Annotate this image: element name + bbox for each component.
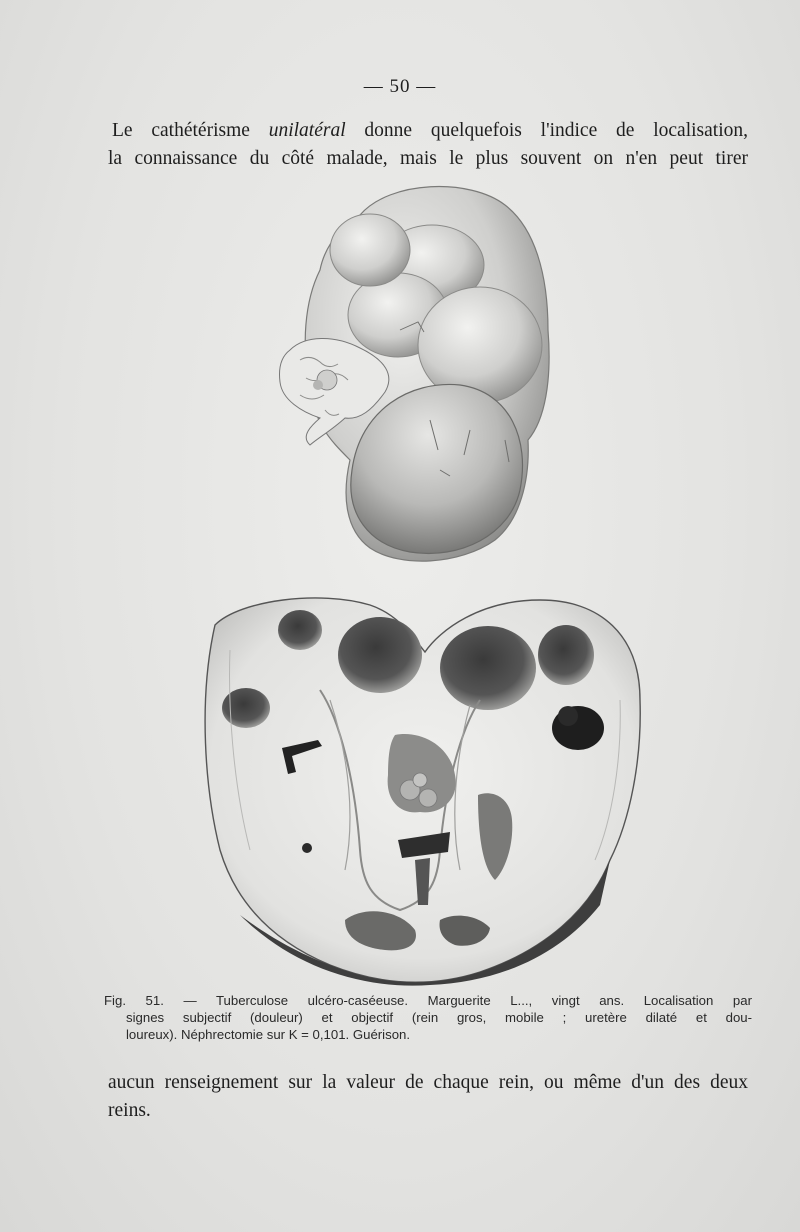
text-segment: Le cathétérisme: [112, 120, 269, 141]
bottom-paragraph: [108, 1069, 748, 1125]
caption-line-3: loureux). Néphrectomie sur K = 0,101. Guérison.: [126, 1027, 411, 1042]
bottom-paragraph-line-2: reins.: [108, 1100, 151, 1121]
kidney-external-view: [279, 187, 549, 562]
italic-term: unilatéral: [268, 120, 346, 141]
bottom-paragraph-line-1: aucun renseignement sur la valeur de chaque rein, ou même d'un des deux: [108, 1072, 748, 1093]
text-segment: donne quelquefois l'indice de localisation,: [345, 120, 748, 141]
top-paragraph-line-2: la connaissance du côté malade, mais le plus souvent on n'en peut tirer: [108, 148, 748, 169]
kidney-section-view: [205, 598, 640, 986]
figure-caption: [104, 992, 752, 1043]
caption-line-2: signes subjectif (douleur) et objectif (rein gros, mobile ; uretère dilaté et dou-: [126, 1010, 752, 1025]
page-number: — 50 —: [363, 76, 437, 97]
caption-line-1: Fig. 51. — Tuberculose ulcéro-caséeuse. Marguerite L..., vingt ans. Localisation par: [104, 993, 752, 1008]
